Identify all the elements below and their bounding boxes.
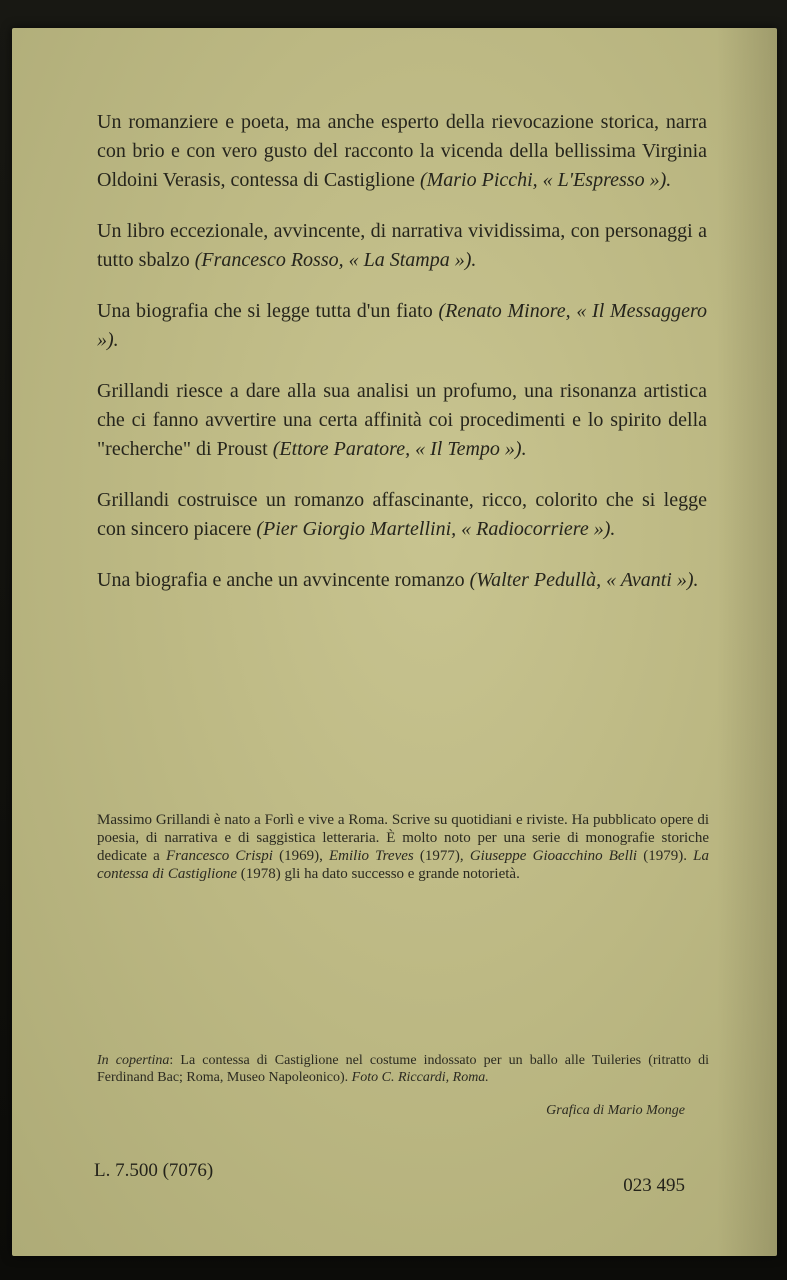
cover-caption-label: In copertina — [97, 1053, 170, 1068]
review — [97, 486, 707, 544]
catalog-code: 023 495 — [623, 1175, 685, 1196]
review-source: (Pier Giorgio Martellini, « Radiocorriere »). — [256, 518, 616, 540]
review-text: Grillandi costruisce un romanzo affascinante, ricco, colorito che si legge con sincero piacere — [97, 489, 707, 540]
review-text: Grillandi riesce a dare alla sua analisi un profumo, una risonanza artistica che ci fanno avvertire una certa affinità coi procedimenti e lo spirito della "recherche" di Proust — [97, 380, 707, 460]
book-title: Francesco Crispi — [165, 848, 273, 864]
cover-caption: In copertina: La contessa di Castiglione nel costume indossato per un ballo alle Tuileries (ritratto di Ferdinand Bac; Roma, Museo Napoleonico). Foto C. Riccardi, Roma. — [97, 1053, 709, 1085]
review — [97, 108, 707, 195]
review-text: Una biografia che si legge tutta d'un fiato — [97, 300, 439, 322]
review-source: (Renato Minore, « Il Messaggero »). — [97, 300, 708, 351]
book-title: Emilio Treves — [328, 848, 414, 864]
review — [97, 297, 707, 355]
review-source: (Ettore Paratore, « Il Tempo »). — [272, 438, 527, 460]
press-reviews — [97, 108, 707, 617]
graphic-design-credit: Grafica di Mario Monge — [546, 1103, 685, 1118]
review — [97, 377, 707, 464]
price: L. 7.500 (7076) — [94, 1160, 214, 1181]
review-source: (Mario Picchi, « L'Espresso »). — [419, 169, 672, 191]
photo-credit: Foto C. Riccardi, Roma. — [351, 1070, 489, 1085]
review-source: (Francesco Rosso, « La Stampa »). — [194, 249, 477, 271]
review-text: Una biografia e anche un avvincente romanzo — [97, 569, 470, 591]
review-text: Un romanziere e poeta, ma anche esperto della rievocazione storica, narra con brio e con vero gusto del racconto la vicenda della bellissima Virginia Oldoini Verasis, contessa di Castiglione — [97, 111, 707, 191]
review — [97, 217, 707, 275]
book-title: Giuseppe Gioacchino Belli — [469, 848, 638, 864]
book-back-cover — [12, 28, 777, 1256]
review-text: Un libro eccezionale, avvincente, di narrativa vividissima, con personaggi a tutto sbalzo — [97, 220, 707, 271]
book-title: La contessa di Castiglione — [97, 848, 709, 882]
review-source: (Walter Pedullà, « Avanti »). — [469, 569, 699, 591]
review — [97, 566, 707, 595]
author-bio: Massimo Grillandi è nato a Forlì e vive a Roma. Scrive su quotidiani e riviste. Ha pubblicato opere di poesia, di narrativa e di saggistica letteraria. È molto noto per una serie di monografie storiche dedicate a Francesco Crispi (1969), Emilio Treves (1977), Giuseppe Gioacchino Belli (1979). La contessa di Castiglione (1978) gli ha dato successo e grande notorietà. — [97, 812, 709, 882]
